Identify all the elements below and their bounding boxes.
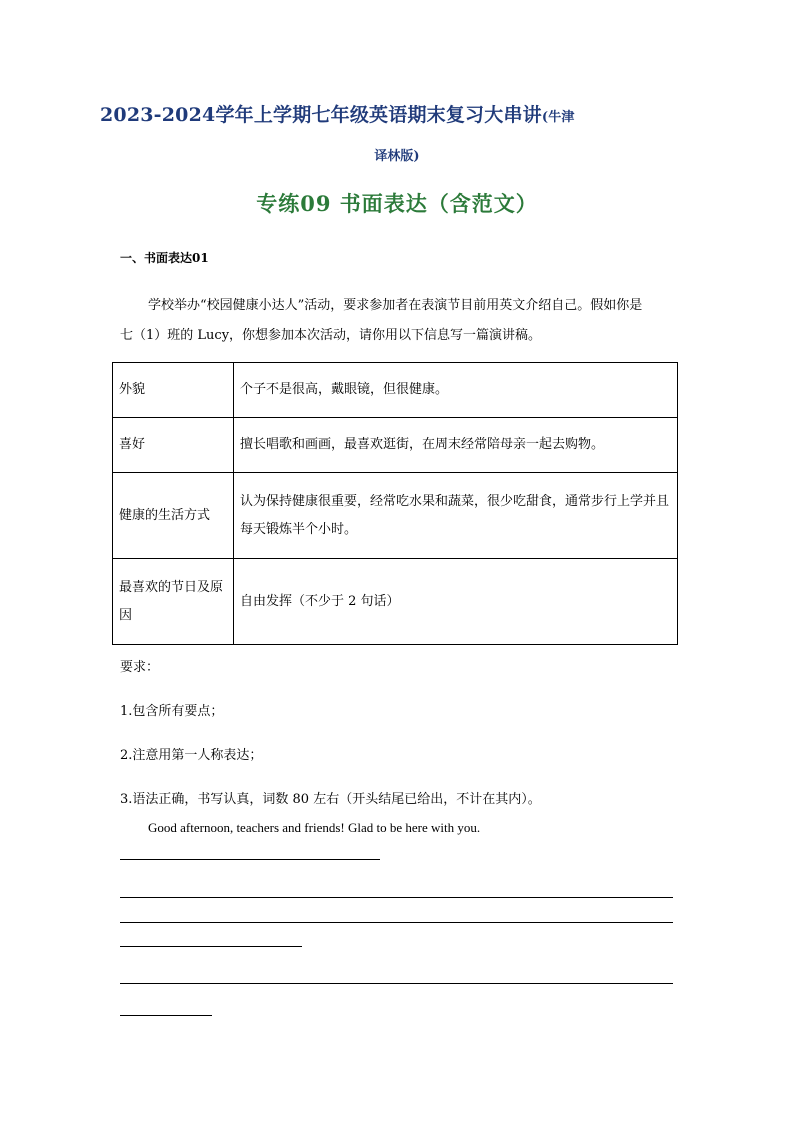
table-key: 最喜欢的节日及原因	[113, 559, 234, 645]
table-value: 个子不是很高，戴眼镜，但很健康。	[234, 363, 678, 418]
writing-line[interactable]	[120, 983, 673, 984]
table-key: 健康的生活方式	[113, 473, 234, 559]
table-row	[113, 363, 678, 418]
document-title	[100, 100, 700, 127]
table-row	[113, 418, 678, 473]
writing-line[interactable]	[120, 897, 673, 898]
writing-line[interactable]	[120, 922, 673, 923]
table-value: 擅长唱歌和画画，最喜欢逛街，在周末经常陪母亲一起去购物。	[234, 418, 678, 473]
section-heading: 一、书面表达01	[120, 251, 209, 265]
title-publisher-close: 译林版)	[374, 149, 420, 164]
task-intro-line-1: 学校举办“校园健康小达人”活动，要求参加者在表演节目前用英文介绍自己。假如你是	[148, 298, 643, 313]
writing-line[interactable]	[120, 859, 380, 860]
requirement-item: 3.语法正确，书写认真，词数 80 左右（开头结尾已给出，不计在其内）。	[120, 792, 541, 807]
requirement-item: 1.包含所有要点；	[120, 704, 224, 719]
table-value: 认为保持健康很重要，经常吃水果和蔬菜，很少吃甜食，通常步行上学并且每天锻炼半个小时。	[234, 473, 678, 559]
requirement-item: 2.注意用第一人称表达；	[120, 748, 263, 763]
task-intro-line-2: 七（1）班的 Lucy，你想参加本次活动，请你用以下信息写一篇演讲稿。	[120, 328, 542, 343]
writing-line[interactable]	[120, 946, 302, 947]
table-key: 喜好	[113, 418, 234, 473]
writing-line[interactable]	[120, 1015, 212, 1016]
document-subtitle: 专练09 书面表达（含范文）	[256, 191, 538, 216]
title-publisher-open: (牛津	[541, 110, 575, 125]
table-row	[113, 559, 678, 645]
table-value: 自由发挥（不少于 2 句话）	[234, 559, 678, 645]
title-main: 2023-2024学年上学期七年级英语期末复习大串讲	[100, 104, 542, 126]
table-key: 外貌	[113, 363, 234, 418]
task-intro	[120, 291, 680, 351]
essay-opening: Good afternoon, teachers and friends! Glad to be here with you.	[148, 820, 481, 835]
info-table	[112, 362, 678, 645]
table-row	[113, 473, 678, 559]
requirements-label: 要求：	[120, 660, 160, 675]
